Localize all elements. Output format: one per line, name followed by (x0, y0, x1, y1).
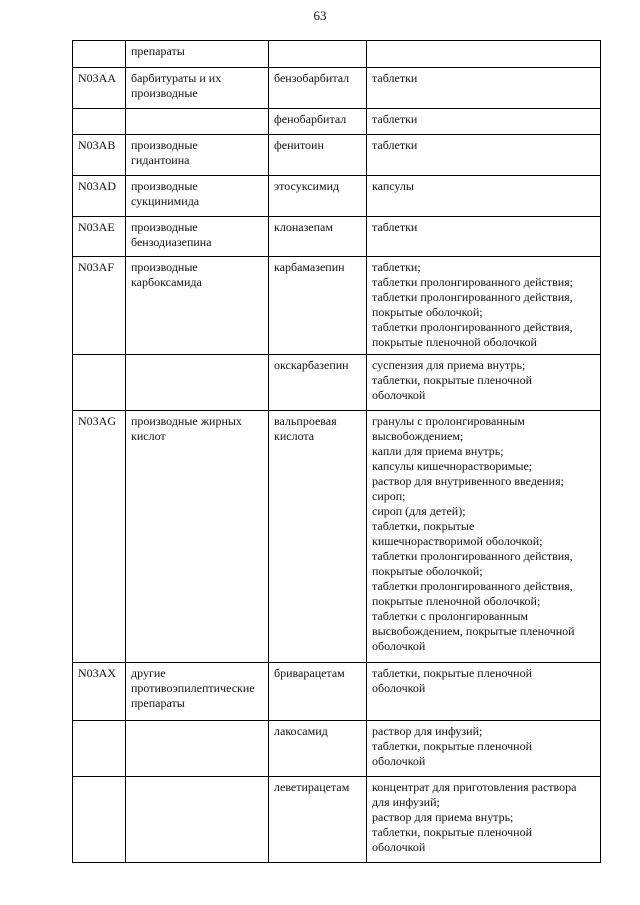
table-row (73, 41, 601, 68)
dosage-form-cell: капсулы (367, 176, 601, 217)
group-cell (126, 355, 269, 411)
dosage-form-cell (367, 41, 601, 68)
atc-code-cell: N03AX (73, 663, 126, 721)
table-row (73, 777, 601, 863)
atc-code-cell: N03AD (73, 176, 126, 217)
atc-code-cell (73, 41, 126, 68)
atc-code-cell: N03AF (73, 257, 126, 355)
table-row (73, 355, 601, 411)
table-row (73, 68, 601, 109)
drug-cell: вальпроевая кислота (269, 411, 367, 663)
drug-cell (269, 41, 367, 68)
atc-code-cell (73, 355, 126, 411)
dosage-form-cell: концентрат для приготовления раствора для инфузий; раствор для приема внутрь; таблетки, покрытые пленочной оболочкой (367, 777, 601, 863)
atc-code-cell: N03AE (73, 217, 126, 257)
drug-cell: окскарбазепин (269, 355, 367, 411)
group-cell: производные сукцинимида (126, 176, 269, 217)
drug-cell: бриварацетам (269, 663, 367, 721)
drug-table (72, 40, 601, 863)
group-cell: другие противоэпилептические препараты (126, 663, 269, 721)
dosage-form-cell: таблетки (367, 109, 601, 135)
drug-cell: карбамазепин (269, 257, 367, 355)
table-row (73, 109, 601, 135)
atc-code-cell (73, 777, 126, 863)
dosage-form-cell: гранулы с пролонгированным высвобождением; капли для приема внутрь; капсулы кишечнорастворимые; раствор для внутривенного введения; сироп; сироп (для детей); таблетки, покрытые кишечнорастворимой оболочкой; таблетки пролонгированного действия, покрытые оболочкой; таблетки пролонгированного действия, покрытые пленочной оболочкой; таблетки с пролонгированным высвобождением, покрытые пленочной оболочкой (367, 411, 601, 663)
group-cell (126, 721, 269, 777)
group-cell (126, 777, 269, 863)
atc-code-cell: N03AB (73, 135, 126, 176)
page-number: 63 (313, 8, 327, 23)
dosage-form-cell: таблетки, покрытые пленочной оболочкой (367, 663, 601, 721)
group-cell: барбитураты и их производные (126, 68, 269, 109)
table-row (73, 721, 601, 777)
drug-cell: клоназепам (269, 217, 367, 257)
atc-code-cell: N03AG (73, 411, 126, 663)
drug-cell: лакосамид (269, 721, 367, 777)
group-cell: производные жирных кислот (126, 411, 269, 663)
drug-cell: фенитоин (269, 135, 367, 176)
group-cell: производные гидантоина (126, 135, 269, 176)
atc-code-cell (73, 721, 126, 777)
table-row (73, 135, 601, 176)
dosage-form-cell: таблетки (367, 68, 601, 109)
dosage-form-cell: раствор для инфузий; таблетки, покрытые пленочной оболочкой (367, 721, 601, 777)
table-row (73, 217, 601, 257)
dosage-form-cell: суспензия для приема внутрь; таблетки, покрытые пленочной оболочкой (367, 355, 601, 411)
table-row (73, 257, 601, 355)
table-row (73, 411, 601, 663)
group-cell (126, 109, 269, 135)
table-row (73, 176, 601, 217)
atc-code-cell (73, 109, 126, 135)
group-cell: производные бензодиазепина (126, 217, 269, 257)
atc-code-cell: N03AA (73, 68, 126, 109)
drug-cell: фенобарбитал (269, 109, 367, 135)
drug-cell: леветирацетам (269, 777, 367, 863)
drug-cell: бензобарбитал (269, 68, 367, 109)
group-cell: препараты (126, 41, 269, 68)
dosage-form-cell: таблетки (367, 217, 601, 257)
table-row (73, 663, 601, 721)
dosage-form-cell: таблетки; таблетки пролонгированного действия; таблетки пролонгированного действия, покрытые оболочкой; таблетки пролонгированного действия, покрытые пленочной оболочкой (367, 257, 601, 355)
dosage-form-cell: таблетки (367, 135, 601, 176)
group-cell: производные карбоксамида (126, 257, 269, 355)
drug-cell: этосуксимид (269, 176, 367, 217)
